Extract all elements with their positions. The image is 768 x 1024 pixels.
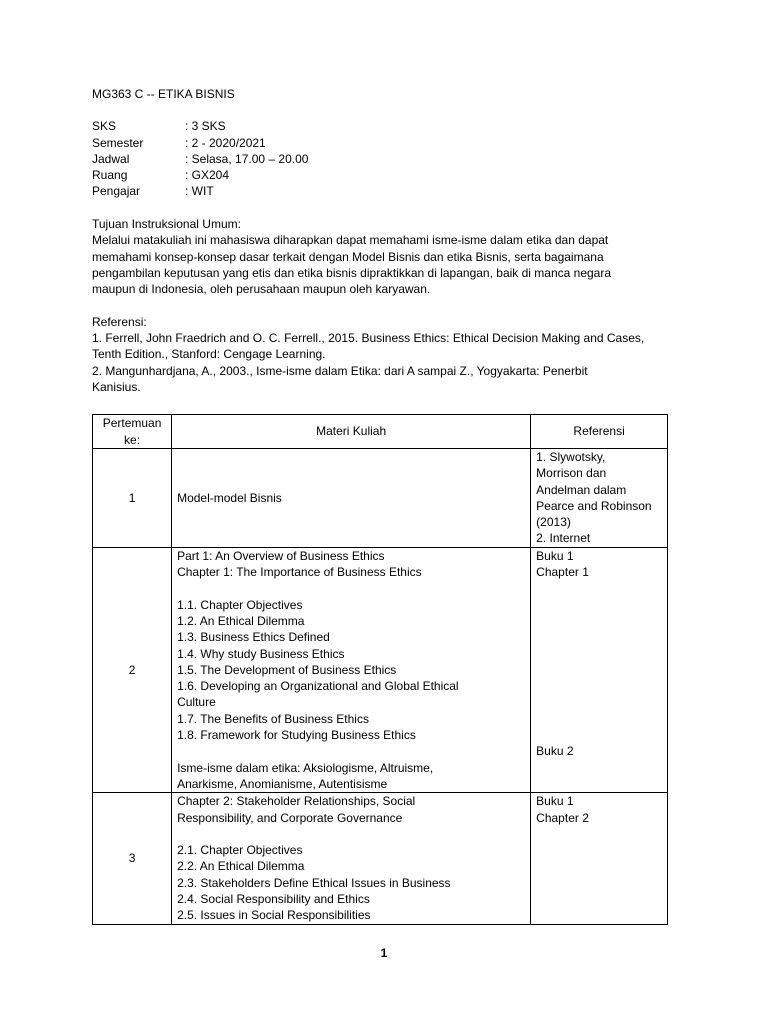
materi-line: 2.3. Stakeholders Define Ethical Issues in Business (177, 875, 451, 890)
materi-line: Anarkisme, Anomianisme, Autentisisme (177, 776, 388, 791)
tujuan-line: memahami konsep-konsep dasar terkait dengan Model Bisnis dan etika Bisnis, serta bagaimana (92, 249, 604, 264)
tujuan-line: Melalui matakuliah ini mahasiswa diharapkan dapat memahami isme-isme dalam etika dan dapat (92, 233, 609, 248)
ref-spacer (536, 580, 662, 743)
materi-line: 2.4. Social Responsibility and Ethics (177, 892, 370, 907)
row-materi (172, 449, 531, 548)
referensi-line: 2. Mangunhardjana, A., 2003., Isme-isme dalam Etika: dari A sampai Z., Yogyakarta: Penerbit (92, 363, 588, 378)
info-sks (92, 118, 682, 134)
referensi-line: Kanisius. (92, 380, 141, 395)
ref-line: Chapter 1 (536, 565, 589, 580)
header-referensi: Referensi (531, 415, 668, 449)
ref-line: Buku 1 (536, 794, 574, 809)
tujuan-line: maupun di Indonesia, oleh perusahaan maupun oleh karyawan. (92, 282, 431, 297)
info-value: : Selasa, 17.00 – 20.00 (185, 151, 309, 166)
table-row (93, 547, 668, 792)
info-value: : GX204 (185, 168, 230, 183)
materi-line: 1.2. An Ethical Dilemma (177, 613, 305, 628)
row-referensi (531, 547, 668, 792)
info-ruang (92, 167, 682, 183)
info-jadwal (92, 151, 682, 167)
row-number: 1 (93, 449, 172, 548)
info-value: : 2 - 2020/2021 (185, 135, 266, 150)
materi-line: 2.1. Chapter Objectives (177, 843, 303, 858)
ref-line: Chapter 2 (536, 810, 589, 825)
header-pertemuan-line: Pertemuan (102, 416, 162, 431)
referensi-line: Tenth Edition., Stanford: Cengage Learning. (92, 347, 326, 362)
tujuan-section (92, 216, 682, 297)
table-header-row (93, 415, 668, 449)
ref-line: Buku 1 (536, 548, 574, 563)
referensi-section (92, 314, 682, 395)
materi-line: 2.5. Issues in Social Responsibilities (177, 908, 371, 923)
materi-line: Responsibility, and Corporate Governance (177, 810, 403, 825)
table-row (93, 793, 668, 924)
tujuan-heading: Tujuan Instruksional Umum: (92, 217, 241, 232)
course-schedule-table (92, 414, 668, 925)
materi-line: 1.6. Developing an Organizational and Global Ethical (177, 679, 459, 694)
page-number: 1 (380, 946, 388, 960)
materi-line: 1.8. Framework for Studying Business Ethics (177, 728, 416, 743)
referensi-line: 1. Ferrell, John Fraedrich and O. C. Ferrell., 2015. Business Ethics: Ethical Decision Making and Cases, (92, 331, 645, 346)
materi-line (177, 743, 525, 759)
info-label: SKS (92, 119, 117, 134)
materi-line (177, 580, 525, 596)
info-label: Ruang (92, 168, 128, 183)
materi-line: 1.3. Business Ethics Defined (177, 630, 330, 645)
info-value: : 3 SKS (185, 119, 226, 134)
info-semester (92, 135, 682, 151)
row-number: 3 (93, 793, 172, 924)
table-row (93, 449, 668, 548)
tujuan-line: pengambilan keputusan yang etis dan etika bisnis dipraktikkan di lapangan, baik di manca negara (92, 265, 612, 280)
materi-line: 2.2. An Ethical Dilemma (177, 859, 305, 874)
materi-line: Chapter 2: Stakeholder Relationships, Social (177, 794, 416, 809)
materi-line: Part 1: An Overview of Business Ethics (177, 548, 385, 563)
info-pengajar (92, 183, 682, 199)
materi-line: Isme-isme dalam etika: Aksiologisme, Altruisme, (177, 760, 434, 775)
header-materi: Materi Kuliah (172, 415, 531, 449)
materi-line: Chapter 1: The Importance of Business Ethics (177, 565, 422, 580)
ref-line: (2013) (536, 515, 571, 530)
course-info (92, 118, 682, 199)
referensi-heading: Referensi: (92, 314, 147, 329)
materi-line: Culture (177, 695, 216, 710)
ref-line: Buku 2 (536, 744, 574, 759)
materi-line: 1.7. The Benefits of Business Ethics (177, 711, 369, 726)
row-referensi (531, 793, 668, 924)
materi-line (177, 826, 525, 842)
row-referensi (531, 449, 668, 548)
materi-line: 1.4. Why study Business Ethics (177, 646, 345, 661)
course-title: MG363 C -- ETIKA BISNIS (92, 87, 235, 101)
row-number: 2 (93, 547, 172, 792)
header-pertemuan-line: ke: (124, 432, 141, 447)
ref-line: Morrison dan (536, 466, 607, 481)
ref-line: Andelman dalam (536, 482, 627, 497)
ref-line: Pearce and Robinson (536, 498, 652, 513)
info-label: Pengajar (92, 184, 141, 199)
ref-line: 2. Internet (536, 531, 591, 546)
materi-line: 1.1. Chapter Objectives (177, 597, 303, 612)
materi-line: Model-model Bisnis (177, 490, 282, 505)
header-pertemuan (93, 415, 172, 449)
materi-line: 1.5. The Development of Business Ethics (177, 662, 397, 677)
ref-line: 1. Slywotsky, (536, 450, 606, 464)
info-label: Semester (92, 135, 144, 150)
info-label: Jadwal (92, 151, 130, 166)
row-materi (172, 547, 531, 792)
document-page (92, 86, 682, 395)
info-value: : WIT (185, 184, 214, 199)
row-materi (172, 793, 531, 924)
